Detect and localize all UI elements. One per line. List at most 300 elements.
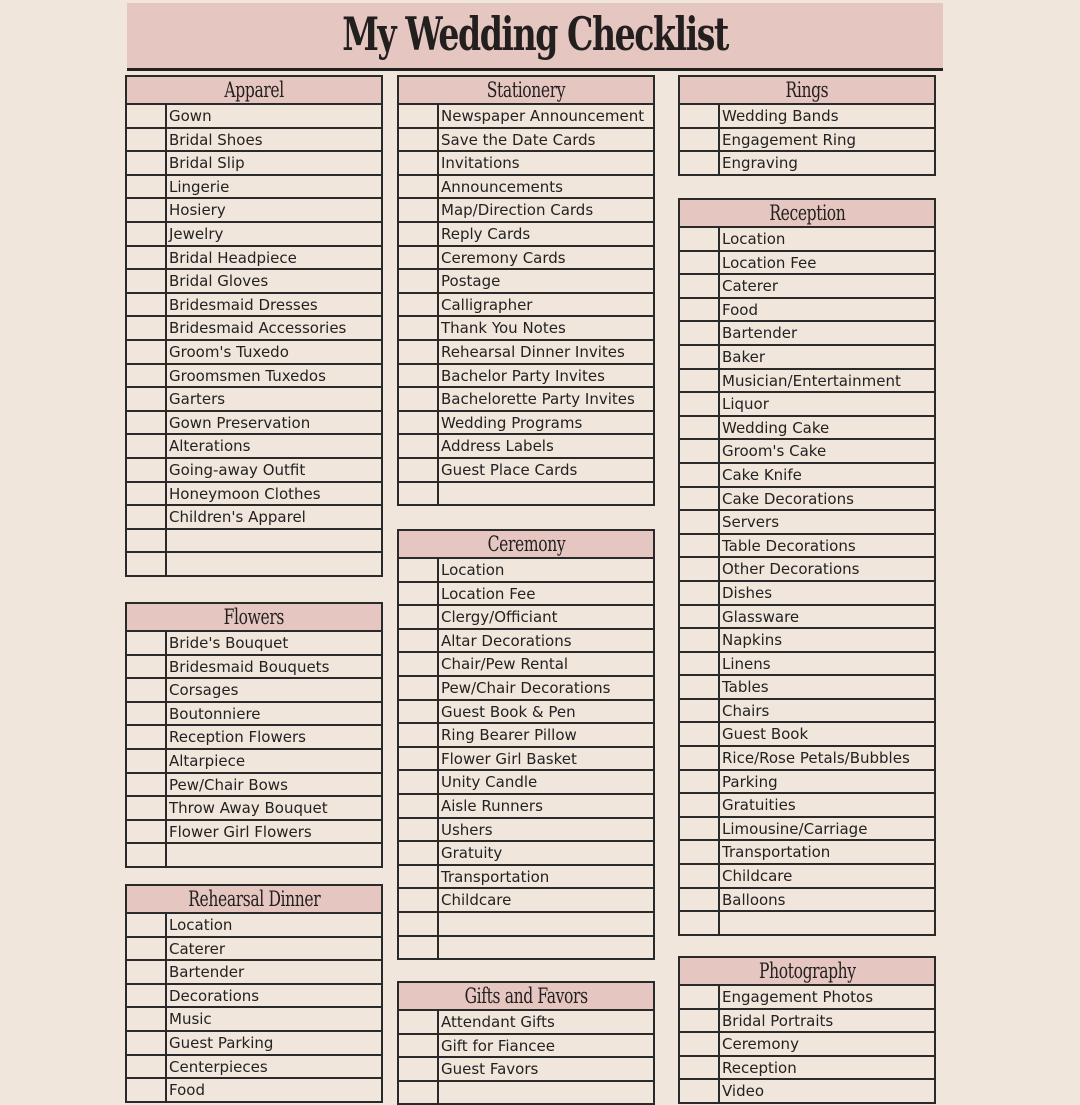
item-label: Transportation [441, 867, 550, 886]
checkbox-cell[interactable] [127, 506, 167, 528]
checkbox-cell[interactable] [127, 656, 167, 678]
checkbox-cell[interactable] [127, 412, 167, 434]
item-label: Newspaper Announcement [441, 107, 645, 125]
item-label [167, 553, 381, 575]
checklist-row [680, 129, 934, 153]
item-label [720, 912, 934, 934]
checklist-row [127, 530, 381, 554]
item-label: Bachelorette Party Invites [441, 390, 635, 409]
item-label: Location [722, 230, 786, 248]
checklist-row [399, 483, 653, 505]
section-header [127, 604, 381, 632]
checklist-row [680, 629, 934, 653]
checkbox-cell[interactable] [680, 1010, 720, 1032]
checkbox-cell[interactable] [399, 677, 439, 699]
item-label: Guest Parking [169, 1033, 274, 1052]
item-label: Flower Girl Flowers [169, 822, 312, 841]
item-label: Rehearsal Dinner Invites [441, 342, 625, 361]
checkbox-cell[interactable] [127, 247, 167, 269]
item-label: Bachelor Party Invites [441, 366, 605, 385]
checkbox-cell[interactable] [680, 653, 720, 675]
checklist-row [127, 483, 381, 507]
checklist-row [680, 865, 934, 889]
checkbox-cell[interactable] [399, 129, 439, 151]
checklist-row [399, 176, 653, 200]
checkbox-cell[interactable] [127, 632, 167, 654]
item-label: Music [169, 1010, 212, 1029]
checklist-row [680, 346, 934, 370]
checkbox-cell[interactable] [680, 464, 720, 486]
item-label: Bride's Bouquet [169, 634, 289, 652]
checkbox-cell[interactable] [399, 1058, 439, 1080]
checkbox-cell[interactable] [399, 1011, 439, 1033]
checklist-row [399, 270, 653, 294]
item-label: Going-away Outfit [169, 460, 306, 479]
checklist-row [680, 676, 934, 700]
checkbox-cell[interactable] [399, 365, 439, 387]
checkbox-cell[interactable] [399, 842, 439, 864]
checklist-row [127, 703, 381, 727]
item-label: Groom's Cake [722, 442, 827, 461]
item-label: Engraving [722, 154, 798, 173]
checklist-row [399, 294, 653, 318]
checklist-row [680, 794, 934, 818]
checklist-row [399, 341, 653, 365]
checkbox-cell[interactable] [680, 865, 720, 887]
section-title: Apparel [224, 78, 284, 102]
section-title: Rehearsal Dinner [187, 887, 321, 911]
checkbox-cell[interactable] [399, 559, 439, 581]
checkbox-cell[interactable] [399, 459, 439, 481]
checklist-row [127, 105, 381, 129]
checklist-row [680, 322, 934, 346]
checkbox-cell[interactable] [680, 275, 720, 297]
checklist-row [680, 700, 934, 724]
section-title: Stationery [486, 78, 566, 102]
item-label: Other Decorations [722, 560, 860, 579]
checklist-row [127, 656, 381, 680]
item-label: Glassware [722, 607, 800, 626]
checkbox-cell[interactable] [127, 679, 167, 701]
item-label: Location Fee [441, 584, 536, 603]
checklist-row [127, 341, 381, 365]
item-label: Gift for Fiancee [441, 1036, 555, 1055]
checklist-row [399, 701, 653, 725]
checklist-row [680, 912, 934, 934]
item-label [167, 530, 381, 552]
checklist-row [399, 819, 653, 843]
checkbox-cell[interactable] [680, 606, 720, 628]
checkbox-cell[interactable] [399, 653, 439, 675]
checkbox-cell[interactable] [399, 889, 439, 911]
checkbox-cell[interactable] [399, 270, 439, 292]
item-label: Announcements [441, 177, 563, 196]
checklist-row [680, 370, 934, 394]
item-label: Bartender [722, 324, 798, 343]
item-label: Aisle Runners [441, 796, 543, 815]
checkbox-cell[interactable] [399, 913, 439, 935]
item-label [439, 913, 653, 935]
checkbox-cell[interactable] [127, 176, 167, 198]
item-label: Garters [169, 390, 226, 409]
checklist-row [127, 176, 381, 200]
checkbox-cell[interactable] [127, 105, 167, 127]
checklist-row [127, 961, 381, 985]
item-label: Chairs [722, 701, 770, 720]
item-label: Childcare [441, 891, 512, 910]
item-label: Chair/Pew Rental [441, 655, 569, 674]
checklist-row [127, 774, 381, 798]
item-label [439, 483, 653, 505]
checkbox-cell[interactable] [127, 1008, 167, 1030]
checkbox-cell[interactable] [680, 322, 720, 344]
checklist-row [680, 252, 934, 276]
checkbox-cell[interactable] [399, 583, 439, 605]
checkbox-cell[interactable] [680, 1033, 720, 1055]
checkbox-cell[interactable] [127, 199, 167, 221]
checkbox-cell[interactable] [399, 771, 439, 793]
item-label: Location [169, 916, 233, 934]
checkbox-cell[interactable] [680, 440, 720, 462]
item-label: Limousine/Carriage [722, 819, 868, 838]
checkbox-cell[interactable] [127, 388, 167, 410]
checkbox-cell[interactable] [127, 703, 167, 725]
checklist-row [680, 228, 934, 252]
checklist-row [680, 299, 934, 323]
item-label: Guest Favors [441, 1060, 539, 1079]
item-label: Thank You Notes [441, 319, 566, 338]
checkbox-cell[interactable] [680, 676, 720, 698]
item-label: Altar Decorations [441, 631, 572, 650]
checklist-row [127, 317, 381, 341]
item-label: Ceremony [722, 1035, 799, 1054]
checklist-row [680, 535, 934, 559]
checklist-row [680, 771, 934, 795]
section-header [399, 983, 653, 1011]
checklist-row [127, 1056, 381, 1080]
item-label: Caterer [722, 277, 779, 296]
checkbox-cell[interactable] [399, 341, 439, 363]
checkbox-cell[interactable] [399, 1035, 439, 1057]
item-label: Engagement Ring [722, 130, 857, 149]
checklist-row [127, 679, 381, 703]
item-label: Gratuity [441, 844, 503, 863]
checklist-row [399, 388, 653, 412]
item-label: Throw Away Bouquet [169, 799, 328, 818]
checkbox-cell[interactable] [399, 483, 439, 505]
item-label: Bridal Slip [169, 154, 245, 173]
checkbox-cell[interactable] [127, 129, 167, 151]
checklist-row [680, 1057, 934, 1081]
checkbox-cell[interactable] [399, 152, 439, 174]
checkbox-cell[interactable] [680, 346, 720, 368]
section-header [399, 77, 653, 105]
checkbox-cell[interactable] [127, 365, 167, 387]
checklist-row [680, 152, 934, 174]
checkbox-cell[interactable] [680, 535, 720, 557]
checkbox-cell[interactable] [127, 317, 167, 339]
item-label: Hosiery [169, 201, 226, 220]
checklist-row [399, 606, 653, 630]
checklist-row [127, 506, 381, 530]
checkbox-cell[interactable] [680, 818, 720, 840]
checkbox-cell[interactable] [399, 176, 439, 198]
checkbox-cell[interactable] [680, 393, 720, 415]
checkbox-cell[interactable] [680, 700, 720, 722]
checklist-row [127, 152, 381, 176]
item-label: Clergy/Officiant [441, 608, 558, 627]
item-label: Corsages [169, 681, 239, 700]
checklist-row [399, 724, 653, 748]
section-title: Flowers [223, 605, 285, 629]
checkbox-cell[interactable] [127, 797, 167, 819]
checkbox-cell[interactable] [680, 841, 720, 863]
checklist-row [127, 821, 381, 845]
item-label: Pew/Chair Decorations [441, 678, 611, 697]
checklist-row [680, 889, 934, 913]
checklist-row [127, 459, 381, 483]
checklist-row [399, 105, 653, 129]
checklist-row [680, 723, 934, 747]
checkbox-cell[interactable] [680, 986, 720, 1008]
checkbox-cell[interactable] [399, 701, 439, 723]
checkbox-cell[interactable] [399, 199, 439, 221]
section-header [399, 531, 653, 559]
checkbox-cell[interactable] [127, 530, 167, 552]
checklist-row [680, 841, 934, 865]
checkbox-cell[interactable] [127, 1032, 167, 1054]
checkbox-cell[interactable] [680, 1057, 720, 1079]
checkbox-cell[interactable] [680, 129, 720, 151]
checklist-row [127, 435, 381, 459]
item-label [439, 1082, 653, 1104]
item-label: Location [441, 561, 505, 579]
section-title: Gifts and Favors [464, 984, 588, 1008]
checkbox-cell[interactable] [127, 294, 167, 316]
checkbox-cell[interactable] [127, 223, 167, 245]
section-header [680, 77, 934, 105]
checklist-row [399, 889, 653, 913]
checkbox-cell[interactable] [680, 582, 720, 604]
checkbox-cell[interactable] [680, 105, 720, 127]
section-rings [678, 75, 936, 176]
item-label: Bridal Portraits [722, 1011, 834, 1030]
item-label: Map/Direction Cards [441, 201, 594, 220]
checkbox-cell[interactable] [680, 794, 720, 816]
section-reception [678, 198, 936, 936]
item-label: Calligrapher [441, 295, 533, 314]
item-label: Servers [722, 513, 780, 532]
checkbox-cell[interactable] [127, 553, 167, 575]
item-label: Reception [722, 1058, 797, 1077]
item-label: Unity Candle [441, 773, 538, 792]
checkbox-cell[interactable] [399, 795, 439, 817]
item-label: Bridal Headpiece [169, 248, 297, 267]
checkbox-cell[interactable] [399, 412, 439, 434]
checklist-row [127, 938, 381, 962]
item-label: Flower Girl Basket [441, 749, 577, 768]
item-label: Food [169, 1081, 205, 1100]
section-gifts-and-favors [397, 981, 655, 1105]
checkbox-cell[interactable] [399, 819, 439, 841]
checklist-row [399, 247, 653, 271]
item-label: Wedding Programs [441, 413, 583, 432]
item-label: Baker [722, 347, 766, 366]
checklist-row [127, 914, 381, 938]
section-title: Photography [758, 959, 856, 983]
item-label: Wedding Cake [722, 418, 830, 437]
checkbox-cell[interactable] [680, 511, 720, 533]
checkbox-cell[interactable] [680, 912, 720, 934]
checklist-row [127, 553, 381, 575]
item-label: Liquor [722, 395, 769, 414]
item-label: Reply Cards [441, 224, 531, 243]
item-label: Children's Apparel [169, 508, 306, 527]
checklist-row [127, 632, 381, 656]
checkbox-cell[interactable] [680, 747, 720, 769]
checklist-row [399, 435, 653, 459]
checklist-row [680, 986, 934, 1010]
checkbox-cell[interactable] [399, 724, 439, 746]
checklist-row [680, 558, 934, 582]
checklist-row [680, 417, 934, 441]
item-label: Bridal Gloves [169, 272, 269, 291]
checklist-row [399, 199, 653, 223]
checklist-row [127, 797, 381, 821]
checkbox-cell[interactable] [399, 937, 439, 959]
checkbox-cell[interactable] [127, 270, 167, 292]
checklist-row [680, 511, 934, 535]
checkbox-cell[interactable] [399, 1082, 439, 1104]
checkbox-cell[interactable] [680, 152, 720, 174]
item-label: Centerpieces [169, 1057, 268, 1076]
checklist-row [127, 294, 381, 318]
checkbox-cell[interactable] [399, 630, 439, 652]
item-label: Honeymoon Clothes [169, 484, 321, 503]
checkbox-cell[interactable] [127, 483, 167, 505]
checklist-row [399, 223, 653, 247]
checklist-row [127, 247, 381, 271]
checkbox-cell[interactable] [127, 844, 167, 866]
checkbox-cell[interactable] [399, 105, 439, 127]
checkbox-cell[interactable] [399, 247, 439, 269]
checkbox-cell[interactable] [127, 1056, 167, 1078]
checklist-row [127, 365, 381, 389]
checkbox-cell[interactable] [399, 388, 439, 410]
item-label: Ceremony Cards [441, 248, 566, 267]
checkbox-cell[interactable] [127, 750, 167, 772]
checklist-row [399, 559, 653, 583]
section-photography [678, 956, 936, 1104]
checklist-row [127, 270, 381, 294]
checkbox-cell[interactable] [127, 938, 167, 960]
item-label: Ushers [441, 820, 493, 839]
checkbox-cell[interactable] [399, 294, 439, 316]
checklist-row [399, 653, 653, 677]
checklist-row [399, 677, 653, 701]
checkbox-cell[interactable] [399, 223, 439, 245]
checkbox-cell[interactable] [680, 228, 720, 250]
section-apparel [125, 75, 383, 577]
section-title: Rings [785, 78, 829, 102]
checklist-row [680, 440, 934, 464]
checkbox-cell[interactable] [127, 985, 167, 1007]
checklist-row [399, 129, 653, 153]
item-label: Rice/Rose Petals/Bubbles [722, 749, 910, 768]
item-label: Bridesmaid Accessories [169, 319, 347, 338]
checklist-row [399, 937, 653, 959]
checklist-row [127, 223, 381, 247]
checkbox-cell[interactable] [127, 821, 167, 843]
checkbox-cell[interactable] [127, 774, 167, 796]
checkbox-cell[interactable] [127, 726, 167, 748]
checkbox-cell[interactable] [127, 341, 167, 363]
checkbox-cell[interactable] [399, 435, 439, 457]
checklist-row [680, 105, 934, 129]
checklist-row [680, 464, 934, 488]
checkbox-cell[interactable] [399, 317, 439, 339]
item-label: Groomsmen Tuxedos [169, 366, 326, 385]
item-label: Attendant Gifts [441, 1013, 555, 1031]
checklist-row [399, 412, 653, 436]
checkbox-cell[interactable] [127, 152, 167, 174]
checkbox-cell[interactable] [680, 299, 720, 321]
checklist-row [127, 1032, 381, 1056]
item-label: Ring Bearer Pillow [441, 726, 577, 745]
checkbox-cell[interactable] [680, 889, 720, 911]
item-label: Decorations [169, 986, 260, 1005]
checkbox-cell[interactable] [680, 723, 720, 745]
checkbox-cell[interactable] [680, 1080, 720, 1102]
checkbox-cell[interactable] [127, 961, 167, 983]
checklist-row [399, 1058, 653, 1082]
checklist-row [399, 459, 653, 483]
checkbox-cell[interactable] [680, 252, 720, 274]
item-label: Guest Book & Pen [441, 702, 576, 721]
checkbox-cell[interactable] [399, 748, 439, 770]
item-label [167, 844, 381, 866]
section-stationery [397, 75, 655, 506]
item-label: Table Decorations [722, 536, 856, 555]
item-label: Napkins [722, 631, 783, 650]
checklist-row [399, 1082, 653, 1104]
checkbox-cell[interactable] [680, 370, 720, 392]
checkbox-cell[interactable] [127, 435, 167, 457]
checkbox-cell[interactable] [680, 488, 720, 510]
item-label: Guest Place Cards [441, 460, 578, 479]
item-label: Boutonniere [169, 704, 261, 723]
checklist-row [680, 606, 934, 630]
checkbox-cell[interactable] [127, 914, 167, 936]
checkbox-cell[interactable] [399, 606, 439, 628]
item-label: Pew/Chair Bows [169, 775, 288, 794]
item-label: Tables [722, 678, 769, 697]
checkbox-cell[interactable] [680, 417, 720, 439]
checklist-row [680, 1010, 934, 1034]
item-label: Address Labels [441, 437, 554, 456]
checklist-row [399, 913, 653, 937]
checkbox-cell[interactable] [680, 558, 720, 580]
checkbox-cell[interactable] [680, 771, 720, 793]
item-label: Video [722, 1082, 765, 1101]
item-label: Reception Flowers [169, 728, 306, 747]
item-label: Groom's Tuxedo [169, 342, 289, 361]
checkbox-cell[interactable] [127, 459, 167, 481]
checklist-row [127, 985, 381, 1009]
section-header [680, 958, 934, 986]
checkbox-cell[interactable] [399, 866, 439, 888]
checkbox-cell[interactable] [680, 629, 720, 651]
